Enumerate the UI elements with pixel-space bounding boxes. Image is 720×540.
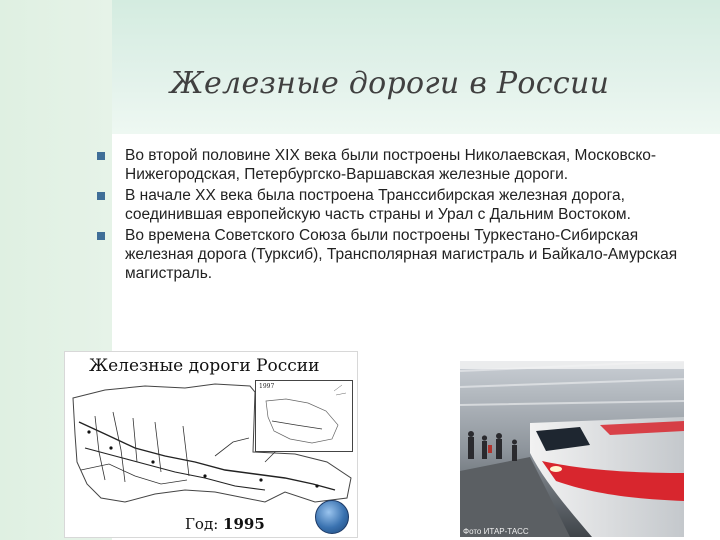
map-inset-label: 1997 — [259, 383, 275, 390]
map-year-prefix: Год: — [185, 515, 219, 533]
bullet-item — [96, 226, 700, 283]
map-inset — [255, 380, 353, 452]
railway-map-image — [64, 351, 358, 538]
slide-title: Железные дороги в России — [170, 66, 610, 101]
square-bullet-icon — [97, 232, 105, 240]
map-title: Железные дороги России — [89, 356, 320, 376]
square-bullet-icon — [97, 192, 105, 200]
photo-credit: Фото ИТАР-ТАСС — [463, 527, 529, 536]
inset-drawing — [256, 381, 352, 451]
bullet-list — [96, 146, 700, 283]
square-bullet-icon — [97, 152, 105, 160]
train-photo-drawing — [460, 361, 684, 537]
globe-emblem-icon — [315, 500, 349, 534]
map-year-value: 1995 — [223, 515, 265, 533]
bullet-text: В начале XX века была построена Транссибирская железная дорога, соединившая европейскую часть страны и Урал с Дальним Востоком. — [125, 187, 631, 223]
bullet-text: Во второй половине XIX века были построены Николаевская, Московско-Нижегородская, Петербургско-Варшавская железные дороги. — [125, 147, 657, 183]
train-photo — [460, 361, 684, 537]
bullet-item — [96, 146, 700, 184]
bullet-item — [96, 186, 700, 224]
map-year-caption — [185, 515, 265, 533]
bullet-text: Во времена Советского Союза были построены Туркестано-Сибирская железная дорога (Турксиб), Трансполярная магистраль и Байкало-Амурская магистраль. — [125, 227, 678, 282]
